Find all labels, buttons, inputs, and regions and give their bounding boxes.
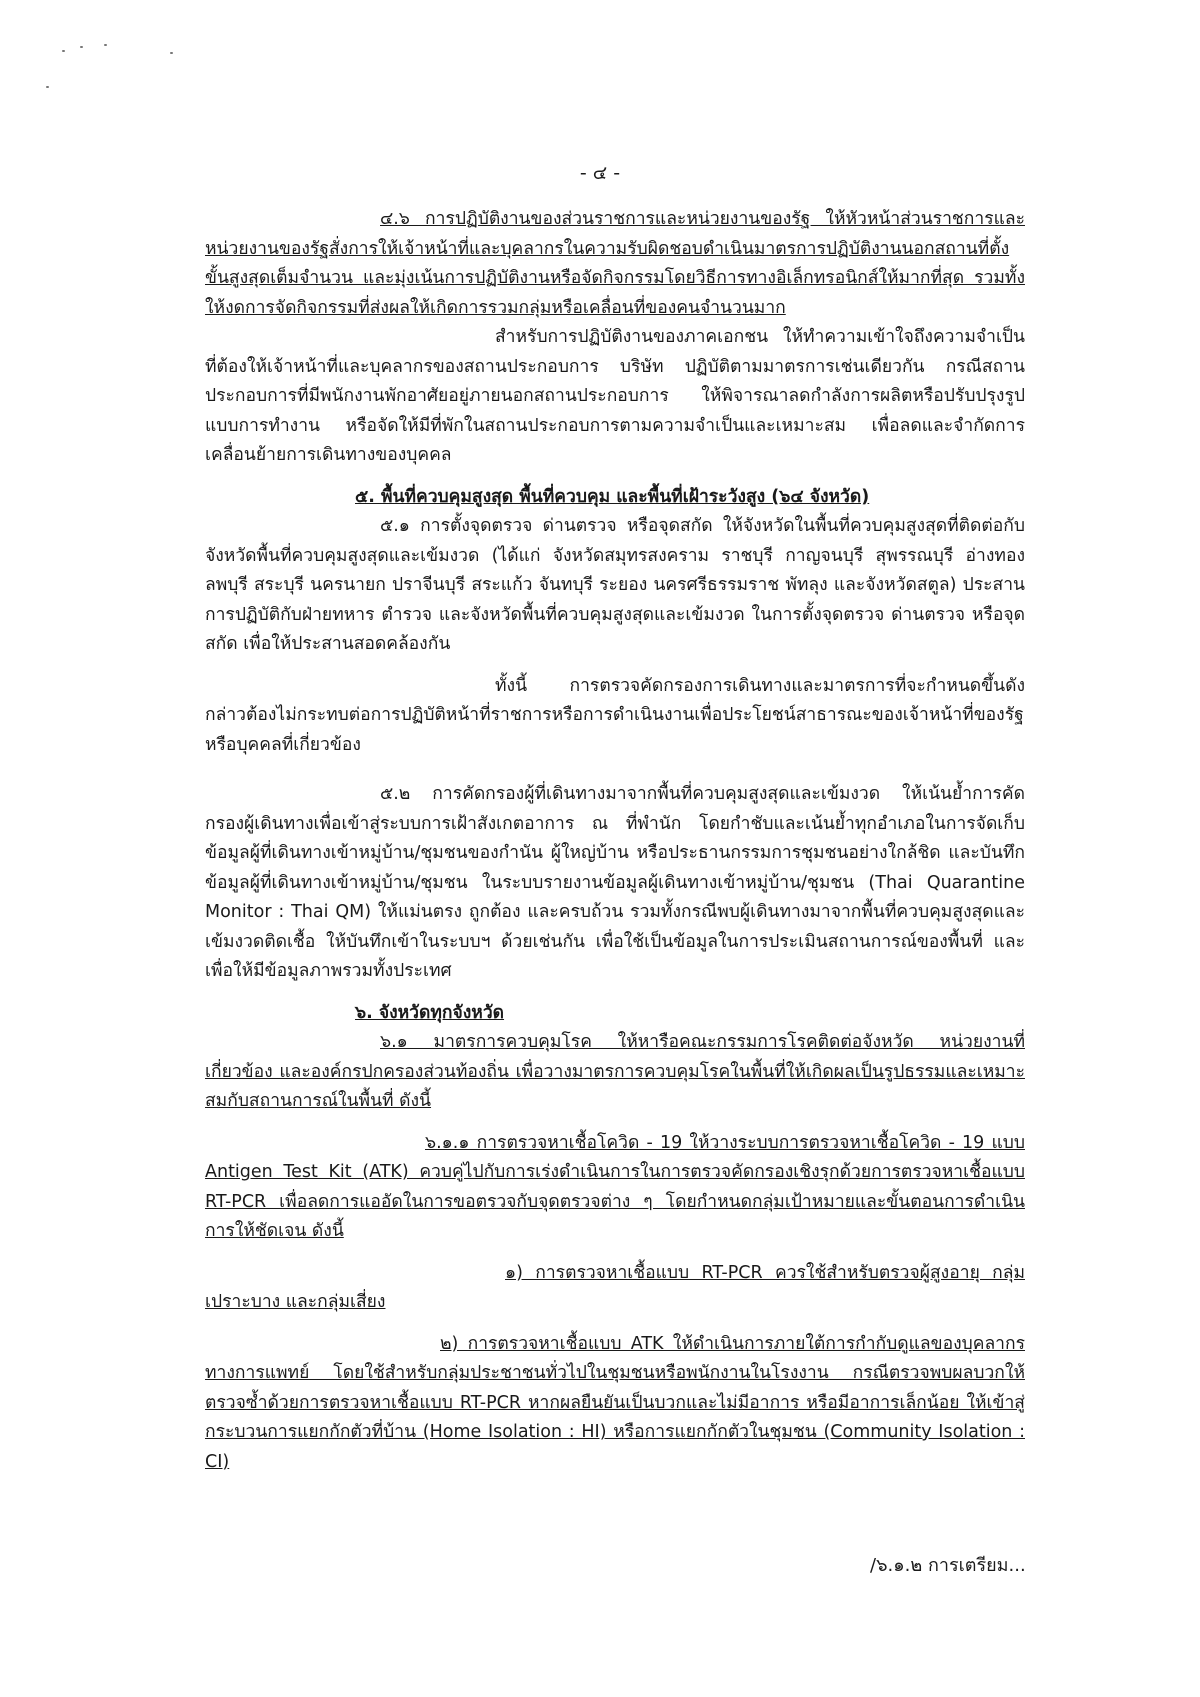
scan-speck [46, 86, 49, 88]
paragraph-5-1-note: ทั้งนี้ การตรวจคัดกรองการเดินทางและมาตรการที่จะกำหนดขึ้นดังกล่าวต้องไม่กระทบต่อการปฏิบัติหน้าที่ราชการหรือการดำเนินงานเพื่อประโยชน์สาธารณะของเจ้าหน้าที่ของรัฐหรือบุคคลที่เกี่ยวข้อง [205, 675, 1025, 755]
document-body [205, 205, 1025, 1477]
scan-speck [104, 44, 107, 46]
page-number: - ๔ - [579, 162, 621, 184]
paragraph-5-1: ๕.๑ การตั้งจุดตรวจ ด่านตรวจ หรือจุดสกัด ให้จังหวัดในพื้นที่ควบคุมสูงสุดที่ติดต่อกับจังหวัดพื้นที่ควบคุมสูงสุดและเข้มงวด (ได้แก่ จังหวัดสมุทรสงคราม ราชบุรี กาญจนบุรี สุพรรณบุรี อ่างทอง ลพบุรี สระบุรี นครนายก ปราจีนบุรี สระแก้ว จันทบุรี ระยอง นครศรีธรรมราช พัทลุง และจังหวัดสตูล) ประสานการปฏิบัติกับฝ่ายทหาร ตำรวจ และจังหวัดพื้นที่ควบคุมสูงสุดและเข้มงวด ในการตั้งจุดตรวจ ด่านตรวจ หรือจุดสกัด เพื่อให้ประสานสอดคล้องกัน [205, 516, 1025, 654]
scan-speck [170, 52, 173, 54]
section-5-heading: ๕. พื้นที่ควบคุมสูงสุด พื้นที่ควบคุม และพื้นที่เฝ้าระวังสูง (๖๔ จังหวัด) [355, 486, 870, 507]
scan-speck [80, 46, 83, 48]
list-item-2: ๒) การตรวจหาเชื้อแบบ ATK ให้ดำเนินการภายใต้การกำกับดูแลของบุคลากรทางการแพทย์ โดยใช้สำหรับกลุ่มประชาชนทั่วไปในชุมชนหรือพนักงานในโรงงาน กรณีตรวจพบผลบวกให้ตรวจซ้ำด้วยการตรวจหาเชื้อแบบ RT-PCR หากผลยืนยันเป็นบวกและไม่มีอาการ หรือมีอาการเล็กน้อย ให้เข้าสู่กระบวนการแยกกักตัวที่บ้าน (Home Isolation : HI) หรือการแยกกักตัวในชุมชน (Community Isolation : CI) [205, 1333, 1025, 1472]
list-item-1: ๑) การตรวจหาเชื้อแบบ RT-PCR ควรใช้สำหรับตรวจผู้สูงอายุ กลุ่มเปราะบาง และกลุ่มเสี่ยง [205, 1262, 1025, 1312]
paragraph-5-2: ๕.๒ การคัดกรองผู้ที่เดินทางมาจากพื้นที่ควบคุมสูงสุดและเข้มงวด ให้เน้นย้ำการคัดกรองผู้เดินทางเพื่อเข้าสู่ระบบการเฝ้าสังเกตอาการ ณ ที่พำนัก โดยกำชับและเน้นย้ำทุกอำเภอในการจัดเก็บข้อมูลผู้ที่เดินทางเข้าหมู่บ้าน/ชุมชนของกำนัน ผู้ใหญ่บ้าน หรือประธานกรรมการชุมชนอย่างใกล้ชิด และบันทึกข้อมูลผู้ที่เดินทางเข้าหมู่บ้าน/ชุมชน ในระบบรายงานข้อมูลผู้เดินทางเข้าหมู่บ้าน/ชุมชน (Thai Quarantine Monitor : Thai QM) ให้แม่นตรง ถูกต้อง และครบถ้วน รวมทั้งกรณีพบผู้เดินทางมาจากพื้นที่ควบคุมสูงสุดและเข้มงวดติดเชื้อ ให้บันทึกเข้าในระบบฯ ด้วยเช่นกัน เพื่อใช้เป็นข้อมูลในการประเมินสถานการณ์ของพื้นที่ และเพื่อให้มีข้อมูลภาพรวมทั้งประเทศ [205, 784, 1025, 981]
scan-speck [62, 50, 65, 52]
footer-continuation: /๖.๑.๒ การเตรียม... [870, 1555, 1026, 1576]
paragraph-6-1-1: ๖.๑.๑ การตรวจหาเชื้อโควิด - 19 ให้วางระบบการตรวจหาเชื้อโควิด - 19 แบบ Antigen Test Kit (ATK) ควบคู่ไปกับการเร่งดำเนินการในการตรวจคัดกรองเชิงรุกด้วยการตรวจหาเชื้อแบบ RT-PCR เพื่อลดการแออัดในการขอตรวจกับจุดตรวจต่าง ๆ โดยกำหนดกลุ่มเป้าหมายและขั้นตอนการดำเนินการให้ชัดเจน ดังนี้ [205, 1132, 1025, 1241]
paragraph-private-sector: สำหรับการปฏิบัติงานของภาคเอกชน ให้ทำความเข้าใจถึงความจำเป็นที่ต้องให้เจ้าหน้าที่และบุคลากรของสถานประกอบการ บริษัท ปฏิบัติตามมาตรการเช่นเดียวกัน กรณีสถานประกอบการที่มีพนักงานพักอาศัยอยู่ภายนอกสถานประกอบการ ให้พิจารณาลดกำลังการผลิตหรือปรับปรุงรูปแบบการทำงาน หรือจัดให้มีที่พักในสถานประกอบการตามความจำเป็นและเหมาะสม เพื่อลดและจำกัดการเคลื่อนย้ายการเดินทางของบุคคล [205, 327, 1025, 465]
paragraph-6-1: ๖.๑ มาตรการควบคุมโรค ให้หารือคณะกรรมการโรคติดต่อจังหวัด หน่วยงานที่เกี่ยวข้อง และองค์กรปกครองส่วนท้องถิ่น เพื่อวางมาตรการควบคุมโรคในพื้นที่ให้เกิดผลเป็นรูปธรรมและเหมาะสมกับสถานการณ์ในพื้นที่ ดังนี้ [205, 1032, 1025, 1111]
section-6-heading: ๖. จังหวัดทุกจังหวัด [355, 1002, 505, 1023]
paragraph-4-6: ๔.๖ การปฏิบัติงานของส่วนราชการและหน่วยงานของรัฐ ให้หัวหน้าส่วนราชการและหน่วยงานของรัฐสั่งการให้เจ้าหน้าที่และบุคลากรในความรับผิดชอบดำเนินมาตรการปฏิบัติงานนอกสถานที่ตั้งขั้นสูงสุดเต็มจำนวน และมุ่งเน้นการปฏิบัติงานหรือจัดกิจกรรมโดยวิธีการทางอิเล็กทรอนิกส์ให้มากที่สุด รวมทั้งให้งดการจัดกิจกรรมที่ส่งผลให้เกิดการรวมกลุ่มหรือเคลื่อนที่ของคนจำนวนมาก [205, 209, 1025, 318]
